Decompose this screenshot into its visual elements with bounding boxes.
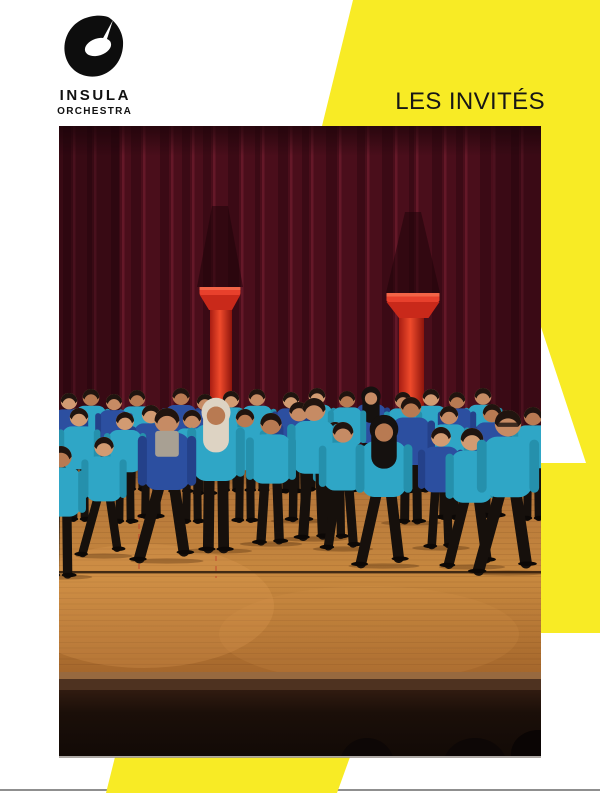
brand-logo — [44, 14, 144, 117]
brand-name-line1: INSULA — [59, 87, 132, 104]
music-note-logo-icon — [62, 14, 126, 82]
section-title: LES INVITÉS — [395, 88, 545, 115]
photo-bottom-edge — [59, 756, 541, 758]
stage-photo[interactable] — [59, 126, 541, 756]
stage-photo-scene — [59, 126, 541, 756]
stage-edge — [59, 672, 541, 679]
brand-name-line2: ORCHESTRA — [57, 106, 133, 117]
